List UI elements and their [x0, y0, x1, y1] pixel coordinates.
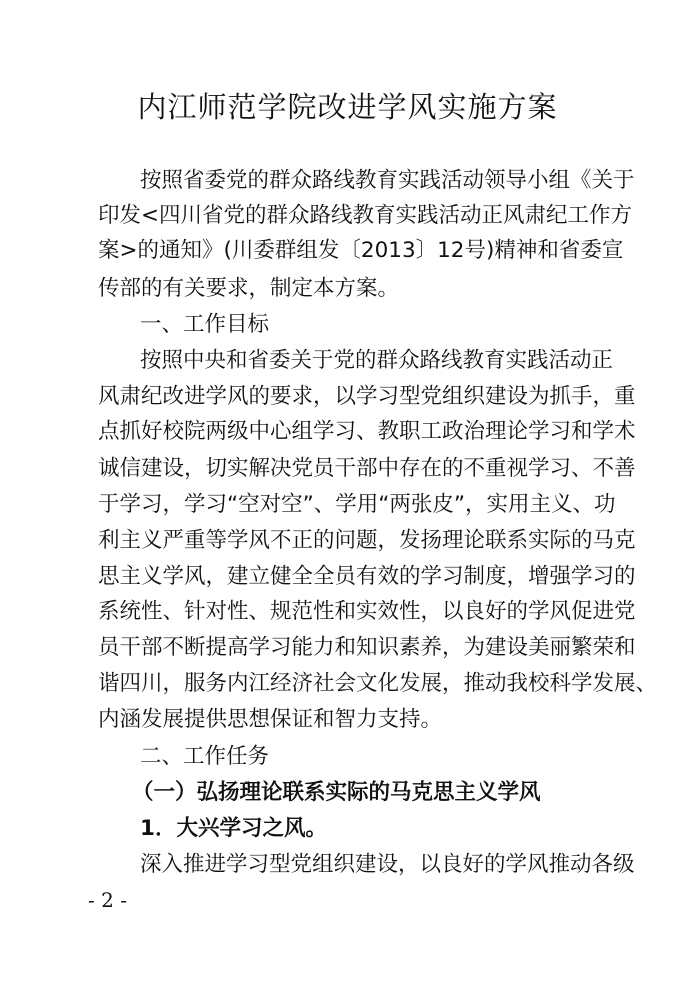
paragraph-line: 深入推进学习型党组织建设，以良好的学风推动各级: [140, 852, 635, 877]
paragraph-line: 点抓好校院两级中心组学习、教职工政治理论学习和学术: [98, 419, 636, 444]
paragraph-line: 员干部不断提高学习能力和知识素养，为建设美丽繁荣和: [98, 635, 636, 660]
item-heading: 1．大兴学习之风。: [140, 816, 327, 841]
paragraph-line: 按照省委党的群众路线教育实践活动领导小组《关于: [140, 168, 635, 193]
paragraph-line: 案>的通知》(川委群组发〔2013〕12号)精神和省委宣: [98, 238, 624, 263]
section-heading-tasks: 二、工作任务: [140, 744, 270, 769]
paragraph-line: 传部的有关要求，制定本方案。: [98, 276, 400, 301]
paragraph-line: 于学习，学习“空对空”、学用“两张皮”，实用主义、功: [98, 492, 616, 517]
paragraph-line: 系统性、针对性、规范性和实效性，以良好的学风促进党: [98, 599, 636, 624]
paragraph-line: 风肃纪改进学风的要求，以学习型党组织建设为抓手，重: [98, 384, 636, 409]
paragraph-line: 印发<四川省党的群众路线教育实践活动正风肃纪工作方: [98, 203, 633, 228]
paragraph-line: 思主义学风，建立健全全员有效的学习制度，增强学习的: [98, 564, 636, 589]
paragraph-line: 谐四川，服务内江经济社会文化发展，推动我校科学发展、: [98, 671, 658, 696]
section-heading-goals: 一、工作目标: [140, 312, 270, 337]
paragraph-line: 诚信建设，切实解决党员干部中存在的不重视学习、不善: [98, 456, 636, 481]
paragraph-line: 利主义严重等学风不正的问题，发扬理论联系实际的马克: [98, 528, 636, 553]
document-title: 内江师范学院改进学风实施方案: [137, 90, 558, 124]
paragraph-line: 按照中央和省委关于党的群众路线教育实践活动正: [140, 348, 614, 373]
paragraph-line: 内涵发展提供思想保证和智力支持。: [98, 707, 443, 732]
page-number: - 2 -: [88, 888, 127, 912]
subsection-heading: （一）弘扬理论联系实际的马克思主义学风: [132, 780, 541, 805]
